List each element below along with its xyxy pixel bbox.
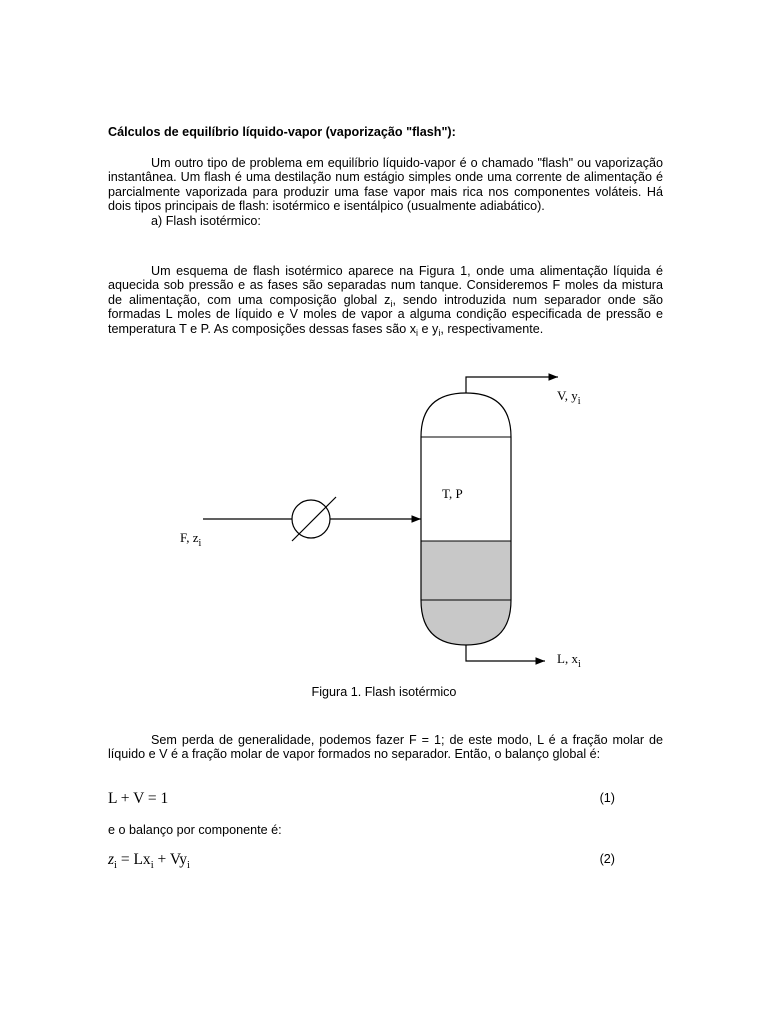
feed-label: F, $z_i$ [180,530,202,549]
liquid-region [421,541,511,645]
eq2-sub1: i [150,860,154,871]
balance-paragraph: Sem perda de generalidade, podemos fazer F = 1; de este modo, L é a fração molar de líquido e V é a fração molar de vapor formados no separador. Então, o balanço global é: [108,733,663,762]
eq2-sub2: i [187,860,190,871]
scheme-text-4: , respectivamente. [440,321,544,336]
equation-1-expression: L + V = 1 [108,790,169,807]
eq2-eq: = Lx [116,851,151,868]
balance-paragraph-block [108,733,663,762]
x-subscript: i [416,327,419,338]
eq2-mid: + Vy [153,851,188,868]
liquid-label: L, $x_i$ [557,651,581,670]
between-text: e o balanço por componente é: [108,823,282,837]
scheme-text-2: , sendo introduzida num separador onde são formadas L moles de líquido e V moles de vapor a alguma condição especificada de pressão e temperatura T e P. As composições dessas fases são x [108,292,663,336]
intro-paragraph: Um outro tipo de problema em equilíbrio líquido-vapor é o chamado "flash" ou vaporização instantânea. Um flash é uma destilação num estágio simples onde uma corrente de alimentação é parcialmente vaporizada para produzir uma fase vapor mais rica nos componentes voláteis. Há dois tipos principais de flash: isotérmico e isentálpico (usualmente adiabático). [108,156,663,214]
eq2-lhs: z [108,851,115,868]
equation-2-number: (2) [599,852,615,866]
z-subscript: i [390,298,393,309]
conditions-label: T, P [442,486,463,501]
liquid-outlet-arrow [466,645,545,661]
subsection-heading: a) Flash isotérmico: [151,213,261,228]
vapor-outlet-arrow [466,377,558,393]
vapor-label: V, $y_i$ [557,388,581,407]
heater-icon [292,500,330,538]
equation-2-expression [108,851,190,871]
y-subscript: i [438,327,441,338]
scheme-text-3: e y [418,321,439,336]
equation-2 [108,851,615,869]
scheme-text-1: Um esquema de flash isotérmico aparece na Figura 1, onde uma alimentação líquida é aquecida sob pressão e as fases são separadas num tanque. Consideremos F moles da mistura de alimentação, com uma composição global z [108,264,663,307]
equation-1-number: (1) [599,791,615,805]
eq2-lhs-sub: i [114,860,117,871]
figure-caption: Figura 1. Flash isotérmico [311,685,457,699]
section-title: Cálculos de equilíbrio líquido-vapor (vaporização "flash"): [108,125,456,139]
equation-1 [108,790,615,808]
